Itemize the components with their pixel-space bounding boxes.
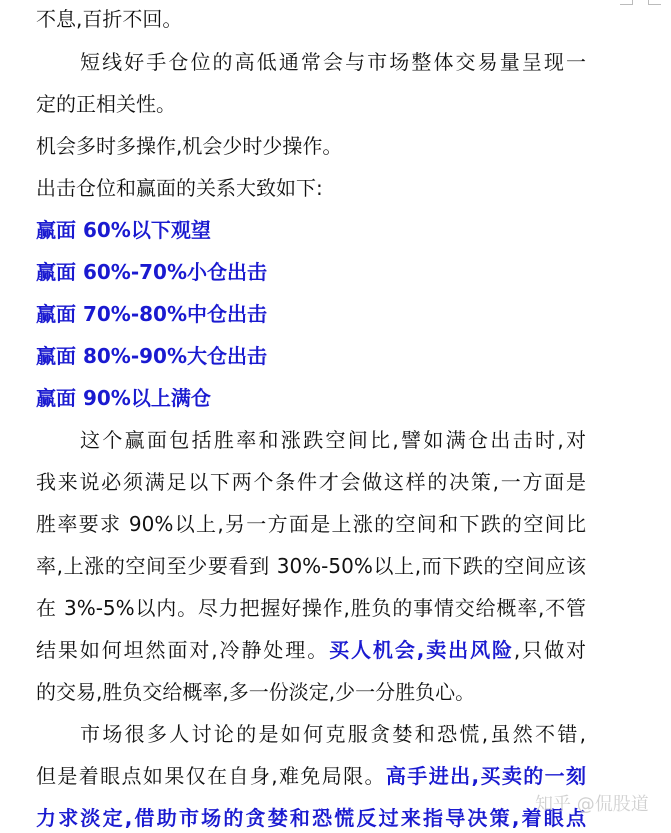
- highlighted-text: 力求淡定,借助市场的贪婪和恐慌反过来指导决策,着眼点: [36, 806, 586, 830]
- body-text: 率,上涨的空间至少要看到 30%-50%以上,而下跌的空间应该: [36, 554, 586, 578]
- body-text: 在 3%-5%以内。尽力把握好操作,胜负的事情交给概率,不管: [36, 596, 586, 620]
- text-line: [36, 551, 586, 581]
- highlighted-text: 买人机会,卖出风险: [329, 638, 514, 662]
- text-line: [36, 215, 586, 245]
- text-line: [36, 173, 586, 203]
- body-text: 定的正相关性。: [36, 92, 176, 116]
- text-line: [36, 761, 586, 791]
- text-line: [36, 803, 586, 833]
- body-text: 市场很多人讨论的是如何克服贪婪和恐慌,虽然不错,: [80, 722, 586, 746]
- body-text: ,只做对: [513, 638, 586, 662]
- body-text: 短线好手仓位的高低通常会与市场整体交易量呈现一: [80, 50, 586, 74]
- text-line: [36, 383, 586, 413]
- body-text: 但是着眼点如果仅在自身,难免局限。: [36, 764, 386, 788]
- highlighted-text: 赢面 60%-70%小仓出击: [36, 260, 268, 284]
- text-line: [36, 89, 586, 119]
- highlighted-text: 高手进出,买卖的一刻: [385, 764, 586, 788]
- body-text: 结果如何坦然面对,冷静处理。: [36, 638, 330, 662]
- text-line: [36, 509, 586, 539]
- page-corner-mark: [620, 0, 633, 5]
- text-line: [36, 257, 586, 287]
- text-line: [36, 299, 586, 329]
- body-text: 不息,百折不回。: [36, 7, 183, 31]
- watermark: 知乎 @侃股道: [535, 794, 649, 815]
- body-text: 机会多时多操作,机会少时少操作。: [36, 134, 343, 158]
- body-text: 的交易,胜负交给概率,多一份淡定,少一分胜负心。: [36, 680, 476, 704]
- text-line: [36, 593, 586, 623]
- highlighted-text: 赢面 90%以上满仓: [36, 386, 211, 410]
- text-line: [80, 47, 586, 77]
- highlighted-text: 赢面 70%-80%中仓出击: [36, 302, 268, 326]
- text-line: [36, 467, 586, 497]
- text-line: [80, 719, 586, 749]
- text-line: [80, 425, 586, 455]
- body-text: 出击仓位和赢面的关系大致如下:: [36, 176, 323, 200]
- body-text: 我来说必须满足以下两个条件才会做这样的决策,一方面是: [36, 470, 586, 494]
- text-line: [36, 4, 586, 34]
- text-line: [36, 131, 586, 161]
- highlighted-text: 赢面 60%以下观望: [36, 218, 211, 242]
- page-corner-mark: [648, 0, 661, 5]
- text-line: [36, 635, 586, 665]
- body-text: 胜率要求 90%以上,另一方面是上涨的空间和下跌的空间比: [36, 512, 586, 536]
- highlighted-text: 赢面 80%-90%大仓出击: [36, 344, 268, 368]
- body-text: 这个赢面包括胜率和涨跌空间比,譬如满仓出击时,对: [80, 428, 586, 452]
- text-line: [36, 341, 586, 371]
- text-line: [36, 677, 586, 707]
